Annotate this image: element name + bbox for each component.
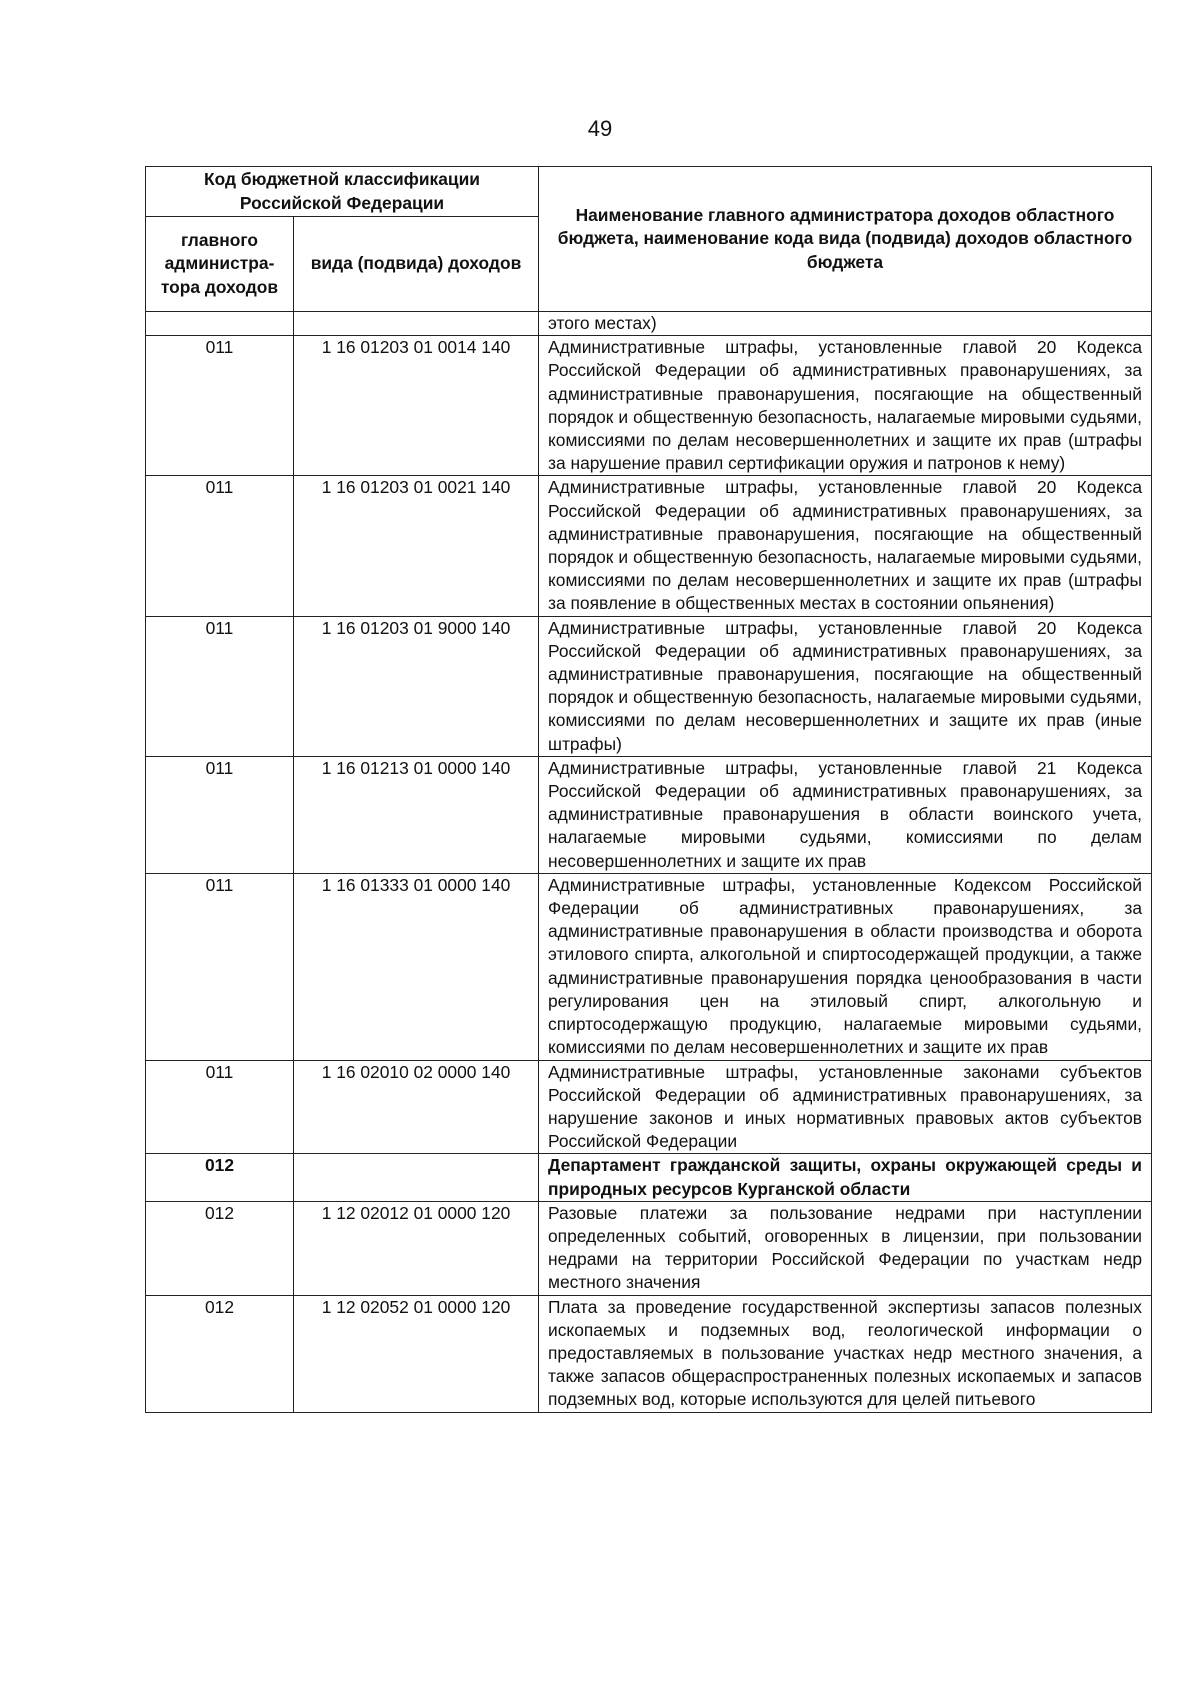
revenue-code-cell: 1 12 02052 01 0000 120	[294, 1295, 539, 1412]
revenue-code-cell: 1 16 02010 02 0000 140	[294, 1060, 539, 1154]
table-row	[146, 873, 1152, 1060]
header-administrator-name: Наименование главного администратора доходов областного бюджета, наименование кода вида (подвида) доходов областного бюджета	[539, 167, 1152, 312]
admin-code-cell: 011	[146, 476, 294, 616]
page-number: 49	[587, 116, 613, 141]
admin-code-cell: 011	[146, 336, 294, 476]
admin-code-cell: 012	[146, 1201, 294, 1295]
revenue-name-cell: Административные штрафы, установленные главой 21 Кодекса Российской Федерации об административных правонарушениях, за административные правонарушения в области воинского учета, налагаемые мировыми судьями, комиссиями по делам несовершеннолетних и защите их прав	[539, 756, 1152, 873]
revenue-code-cell: 1 16 01213 01 0000 140	[294, 756, 539, 873]
revenue-name-cell: Административные штрафы, установленные главой 20 Кодекса Российской Федерации об административных правонарушениях, за административные правонарушения, посягающие на общественный порядок и общественную безопасность, налагаемые мировыми судьями, комиссиями по делам несовершеннолетних и защите их прав (штрафы за нарушение правил сертификации оружия и патронов к нему)	[539, 336, 1152, 476]
revenue-name-cell: Плата за проведение государственной экспертизы запасов полезных ископаемых и подземных вод, геологической информации о предоставляемых в пользование участках недр местного значения, а также запасов общераспространенных полезных ископаемых и запасов подземных вод, которые используются для целей питьевого	[539, 1295, 1152, 1412]
header-main-administrator: главного администра-тора доходов	[146, 217, 294, 312]
table-row	[146, 476, 1152, 616]
admin-code-cell: 011	[146, 616, 294, 756]
revenue-name-cell: Разовые платежи за пользование недрами при наступлении определенных событий, оговоренных в лицензии, при пользовании недрами на территории Российской Федерации по участкам недр местного значения	[539, 1201, 1152, 1295]
revenue-name-cell: этого местах)	[539, 312, 1152, 336]
budget-classification-table	[145, 166, 1152, 1413]
admin-code-cell: 012	[146, 1295, 294, 1412]
table-body	[146, 312, 1152, 1413]
revenue-code-cell: 1 16 01203 01 9000 140	[294, 616, 539, 756]
admin-code-cell: 011	[146, 1060, 294, 1154]
header-revenue-type: вида (подвида) доходов	[294, 217, 539, 312]
revenue-code-cell: 1 12 02012 01 0000 120	[294, 1201, 539, 1295]
table-row	[146, 1295, 1152, 1412]
revenue-name-cell: Административные штрафы, установленные законами субъектов Российской Федерации об административных правонарушениях, за нарушение законов и иных нормативных правовых актов субъектов Российской Федерации	[539, 1060, 1152, 1154]
table-row	[146, 756, 1152, 873]
revenue-code-cell: 1 16 01203 01 0021 140	[294, 476, 539, 616]
administrator-heading-row	[146, 1154, 1152, 1201]
administrator-name-cell: Департамент гражданской защиты, охраны окружающей среды и природных ресурсов Курганской области	[539, 1154, 1152, 1201]
admin-code-cell: 011	[146, 873, 294, 1060]
revenue-name-cell: Административные штрафы, установленные Кодексом Российской Федерации об административных правонарушениях, за административные правонарушения в области производства и оборота этилового спирта, алкогольной и спиртосодержащей продукции, а также административные правонарушения порядка ценообразования в части регулирования цен на этиловый спирт, алкогольную и спиртосодержащую продукцию, налагаемые мировыми судьями, комиссиями по делам несовершеннолетних и защите их прав	[539, 873, 1152, 1060]
admin-code-cell	[146, 312, 294, 336]
admin-code-cell: 011	[146, 756, 294, 873]
table-row	[146, 1060, 1152, 1154]
revenue-code-cell	[294, 312, 539, 336]
revenue-code-cell	[294, 1154, 539, 1201]
revenue-name-cell: Административные штрафы, установленные главой 20 Кодекса Российской Федерации об административных правонарушениях, за административные правонарушения, посягающие на общественный порядок и общественную безопасность, налагаемые мировыми судьями, комиссиями по делам несовершеннолетних и защите их прав (иные штрафы)	[539, 616, 1152, 756]
revenue-name-cell: Административные штрафы, установленные главой 20 Кодекса Российской Федерации об административных правонарушениях, за административные правонарушения, посягающие на общественный порядок и общественную безопасность, налагаемые мировыми судьями, комиссиями по делам несовершеннолетних и защите их прав (штрафы за появление в общественных местах в состоянии опьянения)	[539, 476, 1152, 616]
table-row	[146, 616, 1152, 756]
revenue-code-cell: 1 16 01203 01 0014 140	[294, 336, 539, 476]
table-row	[146, 1201, 1152, 1295]
revenue-code-cell: 1 16 01333 01 0000 140	[294, 873, 539, 1060]
table-header	[146, 167, 1152, 312]
admin-code-cell: 012	[146, 1154, 294, 1201]
table-row	[146, 336, 1152, 476]
header-budget-classification-code: Код бюджетной классификации Российской Федерации	[146, 167, 539, 217]
table-row	[146, 312, 1152, 336]
